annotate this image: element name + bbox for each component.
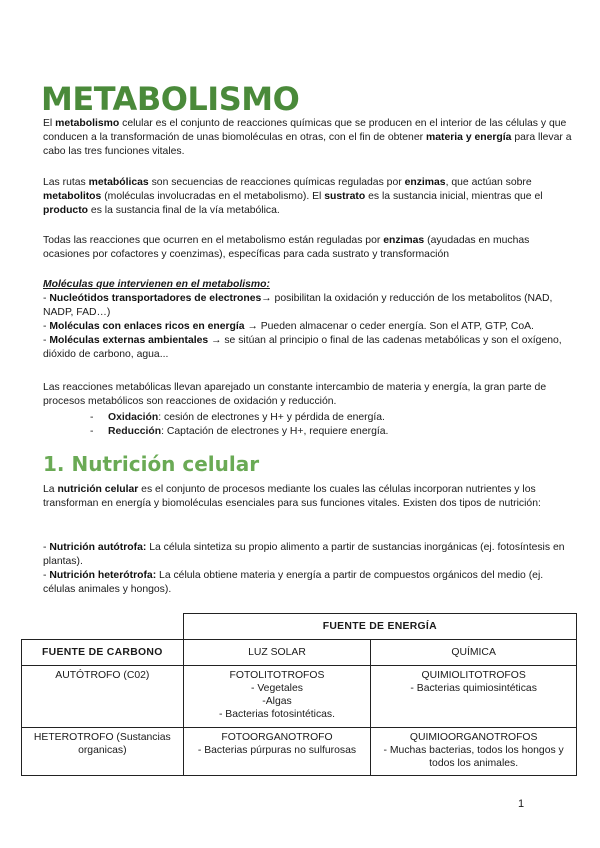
column-header-solar: LUZ SOLAR [183,640,371,666]
nutrition-paragraph: La nutrición celular es el conjunto de procesos mediante los cuales las células incorporan nutrientes y los transforman en energía y biomoléculas esenciales para sus funciones vitales. Existen dos tipos de nutrición: [43,484,541,509]
table-row [22,640,577,666]
table-cell: QUIMIOLITOTROFOS - Bacterias quimiosintéticas [371,666,577,728]
redox-list [90,411,388,439]
energy-header: FUENTE DE ENERGÍA [183,614,576,640]
molecule-item: - Moléculas externas ambientales → se sitúan al principio o final de las cadenas metabólicas y son el oxígeno, dióxido de carbono, agua... [43,335,562,360]
redox-item-reduction: - Reducción: Captación de electrones y H+, requiere energía. [90,425,388,439]
table-cell: AUTÓTROFO (C02) [22,666,184,728]
table-row [22,666,577,728]
nutrition-types [43,541,573,597]
intro-paragraph: El metabolismo celular es el conjunto de reacciones químicas que se producen en el interior de las células y que conducen a la transformación de unas biomoléculas en otras, con el fin de obtener materia y energía para llevar a cabo las tres funciones vitales. [43,118,572,157]
column-header-quimica: QUÍMICA [371,640,577,666]
table-row [22,728,577,776]
table-empty-cell [22,614,184,640]
enzymes-paragraph: Todas las reacciones que ocurren en el metabolismo están reguladas por enzimas (ayudadas en muchas ocasiones por cofactores y coenzimas), específicas para cada sustrato y transformación [43,235,530,260]
table-cell: FOTOLITOTROFOS - Vegetales -Algas - Bacterias fotosintéticas. [183,666,371,728]
molecule-item: - Nucleótidos transportadores de electrones→ posibilitan la oxidación y reducción de los metabolitos (NAD, NADP, FAD…) [43,293,553,318]
table-cell: HETEROTROFO (Sustancias organicas) [22,728,184,776]
redox-paragraph: Las reacciones metabólicas llevan aparejado un constante intercambio de materia y energía, la gran parte de procesos metabólicos son reacciones de oxidación y reducción. [43,382,547,407]
metabolic-routes-paragraph: Las rutas metabólicas son secuencias de reacciones químicas reguladas por enzimas, que actúan sobre metabolitos (moléculas involucradas en el metabolismo). El sustrato es la sustancia inicial, mientras que el producto es la sustancia final de la vía metabólica. [43,177,543,216]
section-heading-nutrition: 1. Nutrición celular [43,452,260,476]
nutrition-type-item: - Nutrición autótrofa: La célula sintetiza su propio alimento a partir de sustancias inorgánicas (ej. fotosíntesis en plantas). [43,542,565,567]
carbon-header: FUENTE DE CARBONO [22,640,184,666]
table-cell: QUIMIOORGANOTROFOS - Muchas bacterias, todos los hongos y todos los animales. [371,728,577,776]
molecules-section [43,278,573,362]
molecules-heading: Moléculas que intervienen en el metabolismo: [43,279,270,290]
table-row [22,614,577,640]
molecule-item: - Moléculas con enlaces ricos en energía → Pueden almacenar o ceder energía. Son el ATP, GTP, CoA. [43,321,534,332]
nutrition-type-item: - Nutrición heterótrofa: La célula obtiene materia y energía a partir de compuestos orgánicos del medio (ej. células animales y hongos). [43,570,544,595]
redox-item-oxidation: - Oxidación: cesión de electrones y H+ y pérdida de energía. [90,411,388,425]
page-title: METABOLISMO [41,80,300,118]
table-cell: FOTOORGANOTROFO - Bacterias púrpuras no sulfurosas [183,728,371,776]
nutrition-table [21,613,577,776]
page-number: 1 [518,798,525,810]
